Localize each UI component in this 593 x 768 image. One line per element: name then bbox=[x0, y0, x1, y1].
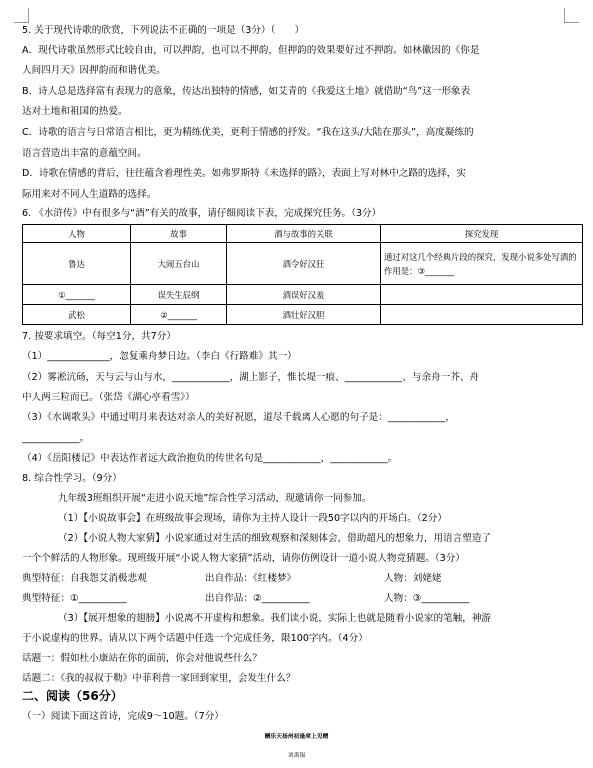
q6-row3-blank bbox=[381, 305, 583, 325]
q5-option-d-line2: 际用来对不同人生道路的选择。 bbox=[22, 189, 157, 200]
q7-item2-line2: 中人两三粒而已。（张岱《湖心亭看雪》） bbox=[22, 392, 195, 403]
q5-option-b-line2: 达对土地和祖国的热爱。 bbox=[22, 106, 128, 117]
poem-author: 刘禹锡 bbox=[287, 753, 306, 759]
q5-option-d-line1: D．诗歌在情感的背后，往往蕴含着理性美。如弗罗斯特《未选择的路》，表面上写对林中之路的选择，实 bbox=[22, 168, 466, 179]
q8-answer-feature[interactable]: 典型特征：①__________ bbox=[22, 593, 127, 604]
q5-option-c-line1: C．诗歌的语言与日常语言相比，更为精练优美，更利于情感的抒发。“我在这头/大陆在那头”，高度凝练的 bbox=[22, 127, 474, 138]
q8-example-person: 人物：刘姥姥 bbox=[384, 573, 442, 584]
q8-stem: 8. 综合性学习。（9分） bbox=[22, 473, 122, 484]
q6-header-finding: 探究发现 bbox=[381, 225, 583, 243]
q5-stem: 5. 关于现代诗歌的欣赏，下列说法不正确的一项是（3分）（ ） bbox=[22, 25, 305, 36]
q8-part3-line2: 于小说虚构的世界。请从以下两个话题中任选一个完成任务，限100字内。（4分） bbox=[22, 633, 368, 644]
table-row bbox=[23, 243, 583, 285]
section-heading-reading: 二、阅读（56分） bbox=[22, 689, 123, 703]
poem-title: 酬乐天扬州初逢席上见赠 bbox=[264, 734, 329, 740]
q6-header-row bbox=[23, 225, 583, 243]
q8-part2-line2: 一个个鲜活的人物形象。现班级开展“小说人物大家猜”活动，请你仿例设计一道小说人物竞猜题。（3分） bbox=[22, 553, 465, 564]
q8-part1: （1）【小说故事会】在班级故事会现场，请你为主持人设计一段50字以内的开场白。（2分） bbox=[58, 513, 447, 524]
q6-row1-link: 酒令好汉狂 bbox=[227, 243, 381, 285]
q8-part3-line1: （3）【展开想象的翅膀】小说离不开虚构和想象。我们读小说，实际上也就是随着小说家的笔触，神游 bbox=[58, 613, 492, 624]
q8-example-work: 出自作品：《红楼梦》 bbox=[205, 573, 297, 584]
q7-stem: 7. 按要求填空。（每空1分，共7分） bbox=[22, 331, 176, 342]
q6-row1-person: 鲁达 bbox=[23, 243, 131, 285]
q7-item1[interactable]: （1）_____________，忽复乘舟梦日边。（李白《行路难》其一） bbox=[22, 351, 297, 362]
table-row bbox=[23, 285, 583, 305]
q6-row3-person: 武松 bbox=[23, 305, 131, 325]
q8-part2-line1: （2）【小说人物大家猜】小说家通过对生活的细致观察和深刻体会，借助超凡的想象力，用语言塑造了 bbox=[58, 533, 492, 544]
q8-answer-person[interactable]: 人物：③__________ bbox=[384, 593, 470, 604]
table-row bbox=[23, 305, 583, 325]
q8-topic2: 话题二：《我的叔叔于勒》中菲利普一家回到家里，会发生什么？ bbox=[22, 673, 296, 684]
q8-example-feature: 典型特征：自我怨艾消极悲观 bbox=[22, 573, 147, 584]
q6-stem: 6. 《水浒传》中有很多与“酒”有关的故事，请仔细阅读下表，完成探究任务。（3分） bbox=[22, 208, 382, 219]
reading-part1-instruction: （一）阅读下面这首诗，完成9～10题。（7分） bbox=[22, 711, 224, 722]
crop-mark-top-left bbox=[14, 8, 29, 23]
q6-row1-story: 大闹五台山 bbox=[131, 243, 227, 285]
q5-option-c-line2: 语言营造出丰富的意蕴空间。 bbox=[22, 148, 147, 159]
q7-item4[interactable]: （4）《岳阳楼记》中表达作者远大政治抱负的传世名句是____________，____________。 bbox=[22, 453, 398, 464]
q5-option-a-line1: A．现代诗歌虽然形式比较自由，可以押韵，也可以不押韵，但押韵的效果要好过不押韵。如林徽因的《你是 bbox=[22, 45, 480, 56]
q6-row3-story[interactable]: ②_______ bbox=[131, 305, 227, 325]
q5-option-a-line2: 人间四月天》因押韵而和谐优美。 bbox=[22, 65, 166, 76]
crop-mark-top-right bbox=[564, 8, 579, 23]
q6-row2-person[interactable]: ①_______ bbox=[23, 285, 131, 305]
q6-row2-blank bbox=[381, 285, 583, 305]
q8-topic1: 话题一：假如杜小康站在你的面前，你会对他说些什么？ bbox=[22, 653, 262, 664]
q6-header-person: 人物 bbox=[23, 225, 131, 243]
q6-table bbox=[22, 224, 583, 325]
q5-option-b-line1: B．诗人总是选择富有表现力的意象，传达出独特的情感，如艾青的《我爱这土地》就借助“鸟”这一形象表 bbox=[22, 86, 471, 97]
q6-finding-cell[interactable]: 通过对这几个经典片段的探究，发现小说多处写酒的作用是：③_______ bbox=[381, 243, 583, 285]
q7-item2-line1[interactable]: （2）雾凇沆砀，天与云与山与水，____________，湖上影子，惟长堤一痕、____________、与余舟一芥、舟 bbox=[22, 372, 480, 383]
q6-header-story: 故事 bbox=[131, 225, 227, 243]
q6-row3-link: 酒壮好汉胆 bbox=[227, 305, 381, 325]
q7-item3-line2[interactable]: ____________。 bbox=[22, 433, 90, 444]
q8-intro: 九年级3班组织开展“走进小说天地”综合性学习活动，现邀请你一同参加。 bbox=[58, 493, 372, 504]
q6-header-link: 酒与故事的关联 bbox=[227, 225, 381, 243]
q6-row2-story: 误失生辰纲 bbox=[131, 285, 227, 305]
q8-answer-work[interactable]: 出自作品：②__________ bbox=[205, 593, 310, 604]
q7-item3-line1[interactable]: （3）《水调歌头》中通过明月来表达对亲人的美好祝愿，道尽千载离人心愿的句子是：____________， bbox=[22, 412, 456, 423]
q6-row2-link: 酒误好汉羞 bbox=[227, 285, 381, 305]
